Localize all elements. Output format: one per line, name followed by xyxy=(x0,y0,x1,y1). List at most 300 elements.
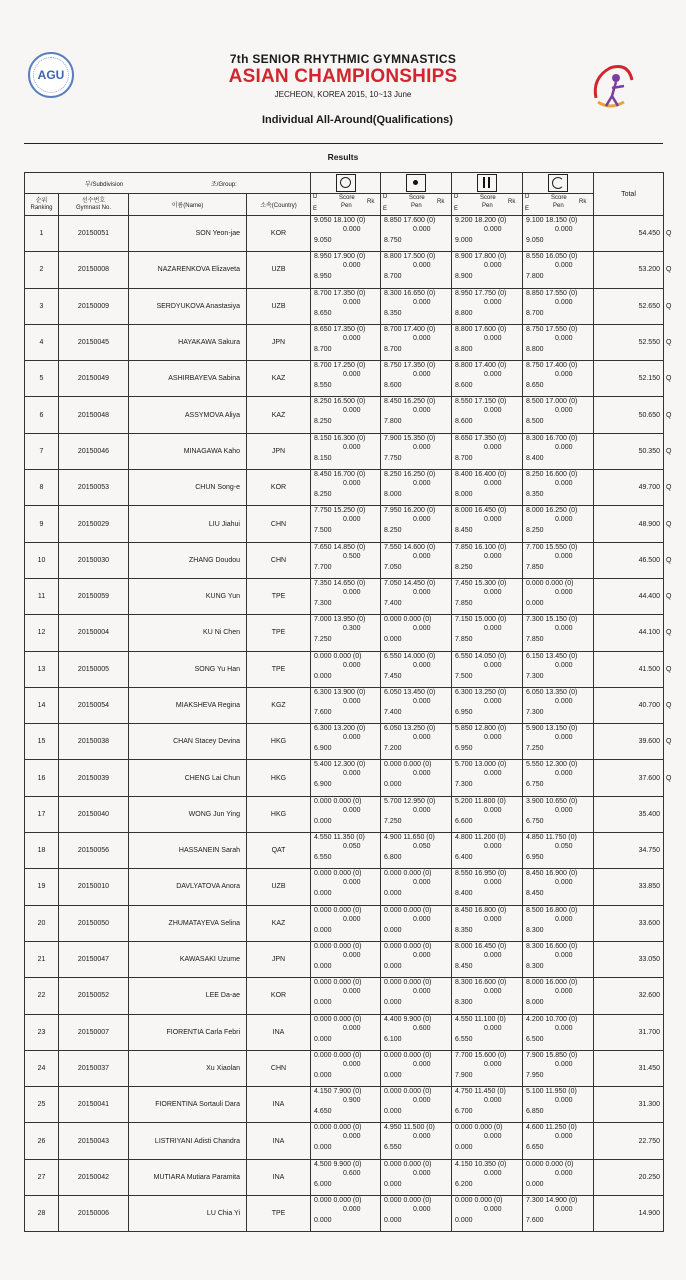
gymnast-name-cell: MINAGAWA Kaho xyxy=(129,433,247,469)
gymnast-no-cell: 20150006 xyxy=(59,1196,129,1232)
d-score-total: 7.850 16.100 (0) xyxy=(455,543,507,551)
total-cell xyxy=(594,869,664,905)
d-score-total: 0.000 0.000 (0) xyxy=(314,979,362,987)
gymnast-name-cell: NAZARENKOVA Elizaveta xyxy=(129,252,247,288)
gymnast-no-cell: 20150046 xyxy=(59,433,129,469)
table-row xyxy=(25,470,664,506)
d-score-total: 8.650 17.350 (0) xyxy=(455,434,507,442)
total-score: 52.150 xyxy=(638,375,660,383)
d-score-total: 0.000 0.000 (0) xyxy=(384,1051,432,1059)
penalty-value: 0.000 xyxy=(484,262,502,270)
d-score-total: 8.500 17.000 (0) xyxy=(526,398,578,406)
penalty-value: 0.000 xyxy=(413,552,431,560)
d-score-total: 8.700 17.250 (0) xyxy=(314,362,366,370)
total-cell xyxy=(594,1087,664,1123)
total-cell xyxy=(594,1050,664,1086)
qualified-mark: Q xyxy=(666,411,672,419)
country-cell: JPN xyxy=(247,433,311,469)
qualified-mark: Q xyxy=(666,629,672,637)
d-score-total: 4.550 11.350 (0) xyxy=(314,834,365,842)
gymnast-name-cell: ASHIRBAYEVA Sabina xyxy=(129,361,247,397)
gymnast-name-cell: LU Chia Yi xyxy=(129,1196,247,1232)
gymnast-no-cell: 20150008 xyxy=(59,252,129,288)
gymnast-no-cell: 20150010 xyxy=(59,869,129,905)
gymnast-name-cell: CHAN Stacey Devina xyxy=(129,724,247,760)
d-score-total: 6.550 14.050 (0) xyxy=(455,652,507,660)
apparatus-score-cell xyxy=(452,324,523,360)
penalty-value: 0.000 xyxy=(555,625,573,633)
d-score-total: 0.000 0.000 (0) xyxy=(384,761,432,769)
total-cell xyxy=(594,542,672,578)
apparatus-score-cell xyxy=(452,252,523,288)
e-score-value: 0.000 xyxy=(314,999,332,1007)
e-score-value: 6.000 xyxy=(314,1180,332,1188)
total-cell xyxy=(594,1123,664,1159)
penalty-value: 0.000 xyxy=(413,1060,431,1068)
e-score-value: 0.000 xyxy=(455,1144,473,1152)
penalty-value: 0.000 xyxy=(555,1133,573,1141)
total-score: 31.450 xyxy=(638,1064,660,1072)
table-row xyxy=(25,724,664,760)
total-score: 49.700 xyxy=(638,484,660,492)
ball-header xyxy=(381,173,452,194)
penalty-value: 0.000 xyxy=(555,806,573,814)
e-score-value: 8.450 xyxy=(455,962,473,970)
gymnast-name-cell: LEE Da-ae xyxy=(129,978,247,1014)
d-score-total: 9.200 18.200 (0) xyxy=(455,217,507,224)
apparatus-score-cell xyxy=(523,324,594,360)
penalty-value: 0.000 xyxy=(343,262,361,270)
qualified-mark: Q xyxy=(666,484,672,492)
e-score-value: 8.450 xyxy=(526,890,544,898)
table-row xyxy=(25,288,664,324)
d-score-total: 0.000 0.000 (0) xyxy=(314,797,362,805)
qualified-mark: Q xyxy=(666,375,672,383)
d-score-total: 8.150 16.300 (0) xyxy=(314,434,366,442)
d-score-total: 0.000 0.000 (0) xyxy=(384,616,432,624)
e-score-value: 0.000 xyxy=(314,1035,332,1043)
gymnast-no-cell: 20150045 xyxy=(59,324,129,360)
e-score-value: 7.850 xyxy=(455,636,473,644)
country-cell: HKG xyxy=(247,724,311,760)
gymnast-no-cell: 20150042 xyxy=(59,1159,129,1195)
total-cell xyxy=(594,397,672,433)
penalty-value: 0.000 xyxy=(343,806,361,814)
penalty-value: 0.000 xyxy=(413,879,431,887)
penalty-value: 0.050 xyxy=(413,843,431,851)
penalty-value: 0.600 xyxy=(343,1169,361,1177)
penalty-value: 0.000 xyxy=(343,443,361,451)
total-cell xyxy=(594,324,672,360)
qualified-mark: Q xyxy=(666,738,672,746)
apparatus-score-cell xyxy=(381,324,452,360)
e-score-value: 8.300 xyxy=(526,962,544,970)
table-row xyxy=(25,615,664,651)
e-score-value: 0.000 xyxy=(455,1217,473,1225)
e-score-value: 8.000 xyxy=(384,491,402,499)
e-score-value: 8.400 xyxy=(455,890,473,898)
table-row xyxy=(25,252,664,288)
apparatus-score-cell xyxy=(523,1014,594,1050)
country-cell: KGZ xyxy=(247,687,311,723)
total-cell xyxy=(594,578,672,614)
table-row xyxy=(25,869,664,905)
penalty-value: 0.000 xyxy=(484,516,502,524)
e-score-value: 8.750 xyxy=(384,237,402,244)
penalty-value: 0.000 xyxy=(484,552,502,560)
penalty-value: 0.000 xyxy=(343,371,361,379)
d-score-total: 8.450 16.900 (0) xyxy=(526,870,578,878)
country-cell: INA xyxy=(247,1159,311,1195)
d-score-total: 5.700 13.000 (0) xyxy=(455,761,507,769)
d-score-total: 8.950 17.750 (0) xyxy=(455,289,507,297)
e-score-value: 9.050 xyxy=(314,237,332,244)
penalty-value: 0.000 xyxy=(484,1024,502,1032)
apparatus-score-cell xyxy=(523,1123,594,1159)
d-score-total: 8.550 16.050 (0) xyxy=(526,253,578,261)
gymnast-name-cell: ZHUMATAYEVA Selina xyxy=(129,905,247,941)
penalty-value: 0.000 xyxy=(413,806,431,814)
penalty-value: 0.000 xyxy=(413,262,431,270)
e-score-value: 0.000 xyxy=(384,1217,402,1225)
gymnast-name-cell: FIORENTINA Sortauli Dara xyxy=(129,1087,247,1123)
penalty-value: 0.000 xyxy=(484,879,502,887)
country-header: 소속(Country) xyxy=(247,194,311,216)
e-score-value: 8.300 xyxy=(526,926,544,934)
apparatus-score-cell xyxy=(311,542,381,578)
e-score-value: 7.500 xyxy=(314,527,332,535)
ribbon-icon xyxy=(548,174,568,192)
rank-cell: 21 xyxy=(25,941,59,977)
gymnast-name-cell: MIAKSHEVA Regina xyxy=(129,687,247,723)
total-score: 33.600 xyxy=(638,919,660,927)
penalty-value: 0.000 xyxy=(484,443,502,451)
penalty-value: 0.000 xyxy=(555,552,573,560)
apparatus-score-cell xyxy=(381,796,452,832)
e-score-value: 7.700 xyxy=(314,563,332,571)
gymnast-no-cell: 20150009 xyxy=(59,288,129,324)
d-score-total: 8.250 16.600 (0) xyxy=(526,471,578,479)
e-score-value: 0.000 xyxy=(384,926,402,934)
penalty-value: 0.000 xyxy=(484,407,502,415)
e-score-value: 7.500 xyxy=(455,672,473,680)
e-score-value: 6.950 xyxy=(455,708,473,716)
e-score-value: 8.700 xyxy=(384,345,402,353)
d-score-total: 0.000 0.000 (0) xyxy=(384,870,432,878)
table-row xyxy=(25,687,664,723)
header-rule xyxy=(24,143,663,144)
apparatus-score-cell xyxy=(311,905,381,941)
e-score-value: 0.000 xyxy=(314,1144,332,1152)
apparatus-score-cell xyxy=(381,615,452,651)
penalty-value: 0.000 xyxy=(484,1097,502,1105)
country-cell: QAT xyxy=(247,833,311,869)
apparatus-score-cell xyxy=(523,687,594,723)
ball-icon xyxy=(406,174,426,192)
penalty-value: 0.000 xyxy=(555,879,573,887)
table-row xyxy=(25,324,664,360)
d-score-total: 7.650 14.850 (0) xyxy=(314,543,366,551)
apparatus-score-cell xyxy=(452,869,523,905)
apparatus-score-cell xyxy=(523,724,594,760)
d-score-total: 6.050 13.350 (0) xyxy=(526,688,578,696)
e-score-value: 0.000 xyxy=(314,672,332,680)
d-score-total: 5.900 13.150 (0) xyxy=(526,725,578,733)
d-score-total: 8.500 16.800 (0) xyxy=(526,906,578,914)
e-score-value: 6.100 xyxy=(384,1035,402,1043)
d-score-total: 0.000 0.000 (0) xyxy=(314,1124,362,1132)
total-score: 53.200 xyxy=(638,266,660,274)
apparatus-score-cell xyxy=(381,1050,452,1086)
table-row xyxy=(25,506,664,542)
d-score-total: 7.300 15.150 (0) xyxy=(526,616,578,624)
rank-cell: 13 xyxy=(25,651,59,687)
total-score: 52.550 xyxy=(638,339,660,347)
apparatus-score-cell xyxy=(452,470,523,506)
hoop-header xyxy=(311,173,381,194)
gymnast-no-cell: 20150030 xyxy=(59,542,129,578)
d-score-total: 8.300 16.600 (0) xyxy=(455,979,507,987)
gymnast-name-cell: MUTIARA Mutiara Paramita xyxy=(129,1159,247,1195)
apparatus-score-cell xyxy=(311,470,381,506)
apparatus-score-cell xyxy=(452,1050,523,1086)
e-score-value: 6.650 xyxy=(526,1144,544,1152)
apparatus-score-cell xyxy=(452,542,523,578)
qualified-mark: Q xyxy=(666,447,672,455)
name-header: 이름(Name) xyxy=(129,194,247,216)
total-score: 37.600 xyxy=(638,774,660,782)
penalty-value: 0.000 xyxy=(413,625,431,633)
total-score: 32.600 xyxy=(638,992,660,1000)
gymnast-name-cell: ZHANG Doudou xyxy=(129,542,247,578)
apparatus-score-cell xyxy=(523,397,594,433)
d-score-total: 0.000 0.000 (0) xyxy=(314,652,362,660)
table-row xyxy=(25,760,664,796)
apparatus-score-cell xyxy=(523,1159,594,1195)
d-score-total: 7.550 14.600 (0) xyxy=(384,543,436,551)
qualified-mark: Q xyxy=(666,266,672,274)
apparatus-score-cell xyxy=(523,869,594,905)
apparatus-score-cell xyxy=(523,1196,594,1232)
gymnast-no-cell: 20150047 xyxy=(59,941,129,977)
d-score-total: 8.850 17.600 (0) xyxy=(384,217,436,224)
total-score: 44.100 xyxy=(638,629,660,637)
d-score-total: 6.150 13.450 (0) xyxy=(526,652,578,660)
total-cell xyxy=(594,978,664,1014)
d-score-total: 7.000 13.950 (0) xyxy=(314,616,366,624)
results-table xyxy=(24,172,672,1232)
penalty-value: 0.000 xyxy=(555,988,573,996)
penalty-value: 0.000 xyxy=(343,1024,361,1032)
country-cell: TPE xyxy=(247,615,311,651)
ranking-header: 순위 Ranking xyxy=(25,194,59,216)
qualified-mark: Q xyxy=(666,593,672,601)
qualified-mark: Q xyxy=(666,556,672,564)
d-score-total: 8.000 16.250 (0) xyxy=(526,507,578,515)
e-score-value: 8.150 xyxy=(314,454,332,462)
e-score-value: 7.300 xyxy=(455,781,473,789)
qualified-mark: Q xyxy=(666,230,672,238)
total-cell xyxy=(594,760,672,796)
penalty-value: 0.000 xyxy=(413,588,431,596)
penalty-value: 0.000 xyxy=(343,588,361,596)
table-row xyxy=(25,905,664,941)
e-score-value: 7.800 xyxy=(384,418,402,426)
d-score-total: 6.050 13.250 (0) xyxy=(384,725,436,733)
d-score-total: 8.000 16.000 (0) xyxy=(526,979,578,987)
apparatus-score-cell xyxy=(381,397,452,433)
qualified-mark: Q xyxy=(666,665,672,673)
gymnast-name-cell: DAVLYATOVA Anora xyxy=(129,869,247,905)
e-score-value: 8.350 xyxy=(526,491,544,499)
table-row xyxy=(25,216,664,252)
subdivision-label: 부/Subdivision xyxy=(85,182,124,188)
d-score-total: 8.000 16.450 (0) xyxy=(455,507,507,515)
penalty-value: 0.000 xyxy=(343,915,361,923)
d-score-total: 8.300 16.700 (0) xyxy=(526,434,578,442)
d-score-total: 0.000 0.000 (0) xyxy=(526,1160,574,1168)
apparatus-score-cell xyxy=(452,687,523,723)
penalty-value: 0.000 xyxy=(413,516,431,524)
country-cell: INA xyxy=(247,1123,311,1159)
apparatus-score-cell xyxy=(311,687,381,723)
d-score-total: 8.700 17.400 (0) xyxy=(384,325,436,333)
penalty-value: 0.050 xyxy=(555,843,573,851)
total-cell xyxy=(594,724,672,760)
d-score-total: 8.250 16.500 (0) xyxy=(314,398,366,406)
penalty-value: 0.000 xyxy=(484,298,502,306)
penalty-value: 0.000 xyxy=(555,1024,573,1032)
d-score-total: 8.400 16.400 (0) xyxy=(455,471,507,479)
total-cell xyxy=(594,361,672,397)
e-score-value: 8.650 xyxy=(314,309,332,317)
penalty-value: 0.000 xyxy=(484,226,502,233)
apparatus-score-cell xyxy=(523,1087,594,1123)
e-score-value: 7.950 xyxy=(526,1071,544,1079)
ribbon-header xyxy=(523,173,594,194)
e-score-value: 0.000 xyxy=(384,1180,402,1188)
apparatus-score-cell xyxy=(452,288,523,324)
apparatus-score-cell xyxy=(381,506,452,542)
e-score-value: 0.000 xyxy=(314,1071,332,1079)
rank-cell: 7 xyxy=(25,433,59,469)
total-score: 46.500 xyxy=(638,556,660,564)
e-score-value: 7.250 xyxy=(526,745,544,753)
penalty-value: 0.000 xyxy=(484,697,502,705)
penalty-value: 0.000 xyxy=(555,516,573,524)
apparatus-score-cell xyxy=(381,542,452,578)
penalty-value: 0.900 xyxy=(343,1097,361,1105)
d-score-total: 3.900 10.650 (0) xyxy=(526,797,578,805)
gymnast-name-cell: SON Yeon-jae xyxy=(129,216,247,252)
penalty-value: 0.000 xyxy=(343,480,361,488)
e-score-value: 8.600 xyxy=(455,418,473,426)
apparatus-score-cell xyxy=(311,833,381,869)
penalty-value: 0.000 xyxy=(343,697,361,705)
penalty-value: 0.000 xyxy=(484,770,502,778)
apparatus-score-cell xyxy=(452,361,523,397)
gymnast-no-cell: 20150037 xyxy=(59,1050,129,1086)
table-row xyxy=(25,833,664,869)
country-cell: UZB xyxy=(247,869,311,905)
d-score-total: 8.950 17.900 (0) xyxy=(314,253,366,261)
event-venue-date: JECHEON, KOREA 2015, 10~13 June xyxy=(274,90,412,99)
country-cell: UZB xyxy=(247,252,311,288)
d-score-total: 8.450 16.700 (0) xyxy=(314,471,366,479)
country-cell: CHN xyxy=(247,1050,311,1086)
e-score-value: 6.750 xyxy=(526,817,544,825)
e-score-value: 0.000 xyxy=(384,1108,402,1116)
e-score-value: 6.550 xyxy=(384,1144,402,1152)
d-score-total: 0.000 0.000 (0) xyxy=(314,1015,362,1023)
apparatus-score-cell xyxy=(311,1123,381,1159)
table-row xyxy=(25,978,664,1014)
penalty-value: 0.000 xyxy=(555,298,573,306)
penalty-value: 0.000 xyxy=(343,1206,361,1214)
country-cell: HKG xyxy=(247,796,311,832)
hoop-icon xyxy=(336,174,356,192)
total-score: 33.850 xyxy=(638,883,660,891)
total-cell xyxy=(594,252,672,288)
d-score-total: 8.300 16.650 (0) xyxy=(384,289,436,297)
e-score-value: 7.800 xyxy=(526,273,544,281)
apparatus-score-cell xyxy=(523,796,594,832)
apparatus-score-cell xyxy=(523,470,594,506)
penalty-value: 0.000 xyxy=(343,226,361,233)
d-score-total: 5.100 11.950 (0) xyxy=(526,1088,577,1096)
apparatus-score-cell xyxy=(311,324,381,360)
clubs-icon xyxy=(477,174,497,192)
e-score-value: 8.350 xyxy=(384,309,402,317)
total-cell xyxy=(594,687,672,723)
gymnast-no-cell: 20150054 xyxy=(59,687,129,723)
d-score-total: 4.600 11.250 (0) xyxy=(526,1124,577,1132)
d-score-total: 4.400 9.900 (0) xyxy=(384,1015,432,1023)
table-row xyxy=(25,651,664,687)
d-score-total: 5.850 12.800 (0) xyxy=(455,725,507,733)
total-cell xyxy=(594,433,672,469)
d-score-total: 8.650 17.350 (0) xyxy=(314,325,366,333)
d-score-total: 4.900 11.650 (0) xyxy=(384,834,435,842)
e-score-value: 7.300 xyxy=(526,672,544,680)
apparatus-score-cell xyxy=(311,1014,381,1050)
rank-cell: 8 xyxy=(25,470,59,506)
penalty-value: 0.000 xyxy=(413,988,431,996)
apparatus-score-cell xyxy=(523,578,594,614)
apparatus-score-cell xyxy=(452,1123,523,1159)
apparatus-score-cell xyxy=(452,1087,523,1123)
table-row xyxy=(25,361,664,397)
apparatus-score-cell xyxy=(523,978,594,1014)
total-score: 22.750 xyxy=(638,1137,660,1145)
e-score-value: 8.700 xyxy=(314,345,332,353)
e-score-value: 6.950 xyxy=(526,854,544,862)
d-score-total: 8.800 17.600 (0) xyxy=(455,325,507,333)
penalty-value: 0.000 xyxy=(555,1169,573,1177)
total-score: 34.750 xyxy=(638,847,660,855)
total-cell xyxy=(594,796,664,832)
gymnast-no-cell: 20150029 xyxy=(59,506,129,542)
country-cell: JPN xyxy=(247,941,311,977)
ribbon-subheader: D E Score Pen Rk xyxy=(523,194,594,216)
e-score-value: 7.400 xyxy=(384,708,402,716)
penalty-value: 0.000 xyxy=(413,371,431,379)
rank-cell: 11 xyxy=(25,578,59,614)
qualified-mark: Q xyxy=(666,302,672,310)
total-score: 44.400 xyxy=(638,593,660,601)
gymnast-name-cell: WONG Jun Ying xyxy=(129,796,247,832)
e-score-value: 7.850 xyxy=(526,563,544,571)
